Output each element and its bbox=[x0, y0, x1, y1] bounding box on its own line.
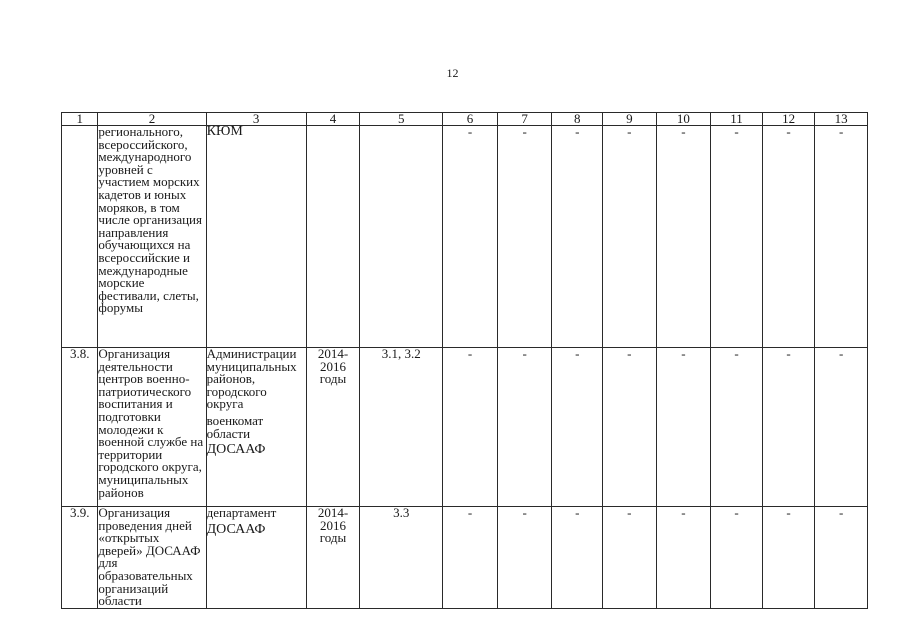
program-table bbox=[61, 112, 868, 609]
row-indicators: 3.1, 3.2 bbox=[360, 348, 443, 507]
row-executors bbox=[206, 126, 306, 348]
row-value: - bbox=[443, 126, 498, 348]
header-cell: 6 bbox=[443, 113, 498, 126]
row-value: - bbox=[552, 348, 603, 507]
row-description: регионального, всероссийского, международного уровней с участием морских кадетов и юных моряков, в том числе организация направления обучающихся на всероссийские и международные морские фестивали, слеты, форумы bbox=[98, 126, 206, 348]
page-number: 12 bbox=[446, 66, 459, 80]
row-value: - bbox=[497, 348, 552, 507]
row-value: - bbox=[603, 348, 657, 507]
row-value: - bbox=[603, 126, 657, 348]
row-value: - bbox=[815, 348, 868, 507]
row-value: - bbox=[603, 507, 657, 609]
row-value: - bbox=[762, 348, 815, 507]
row-value: - bbox=[762, 126, 815, 348]
executor: военкомат области bbox=[206, 412, 264, 441]
row-value: - bbox=[497, 507, 552, 609]
row-value: - bbox=[711, 348, 763, 507]
row-value: - bbox=[552, 126, 603, 348]
row-indicators bbox=[360, 126, 443, 348]
row-period: 2014-2016 годы bbox=[306, 507, 360, 609]
header-cell: 5 bbox=[360, 113, 443, 126]
header-cell: 7 bbox=[497, 113, 552, 126]
executor: КЮМ bbox=[206, 124, 243, 139]
row-value: - bbox=[497, 126, 552, 348]
header-cell: 9 bbox=[603, 113, 657, 126]
row-period bbox=[306, 126, 360, 348]
row-description: Организация проведения дней «открытых дверей» ДОСААФ для образовательных организаций области bbox=[98, 507, 206, 609]
table-row bbox=[62, 126, 868, 348]
executor: ДОСААФ bbox=[206, 521, 266, 537]
executor: ДОСААФ bbox=[206, 442, 266, 458]
header-cell: 10 bbox=[656, 113, 711, 126]
row-value: - bbox=[656, 507, 711, 609]
row-executors bbox=[206, 507, 306, 609]
header-cell: 11 bbox=[711, 113, 763, 126]
executor: департамент bbox=[206, 505, 277, 520]
header-cell: 8 bbox=[552, 113, 603, 126]
header-cell: 12 bbox=[762, 113, 815, 126]
table-row bbox=[62, 348, 868, 507]
row-value: - bbox=[443, 507, 498, 609]
row-value: - bbox=[552, 507, 603, 609]
row-value: - bbox=[443, 348, 498, 507]
executor: Администрации муниципальных районов, городского округа bbox=[206, 346, 297, 412]
row-number: 3.8. bbox=[62, 348, 98, 507]
row-value: - bbox=[762, 507, 815, 609]
header-cell: 1 bbox=[62, 113, 98, 126]
row-executors bbox=[206, 348, 306, 507]
row-number bbox=[62, 126, 98, 348]
header-cell: 4 bbox=[306, 113, 360, 126]
header-cell: 13 bbox=[815, 113, 868, 126]
row-value: - bbox=[656, 348, 711, 507]
row-period: 2014-2016 годы bbox=[306, 348, 360, 507]
header-cell: 2 bbox=[98, 113, 206, 126]
row-indicators: 3.3 bbox=[360, 507, 443, 609]
row-value: - bbox=[815, 126, 868, 348]
header-cell: 3 bbox=[206, 113, 306, 126]
row-value: - bbox=[711, 507, 763, 609]
row-number: 3.9. bbox=[62, 507, 98, 609]
row-value: - bbox=[656, 126, 711, 348]
row-description: Организация деятельности центров военно-патриотического воспитания и подготовки молодежи к военной службе на территории городского округа, муниципальных районов bbox=[98, 348, 206, 507]
table-row bbox=[62, 507, 868, 609]
row-value: - bbox=[815, 507, 868, 609]
row-value: - bbox=[711, 126, 763, 348]
